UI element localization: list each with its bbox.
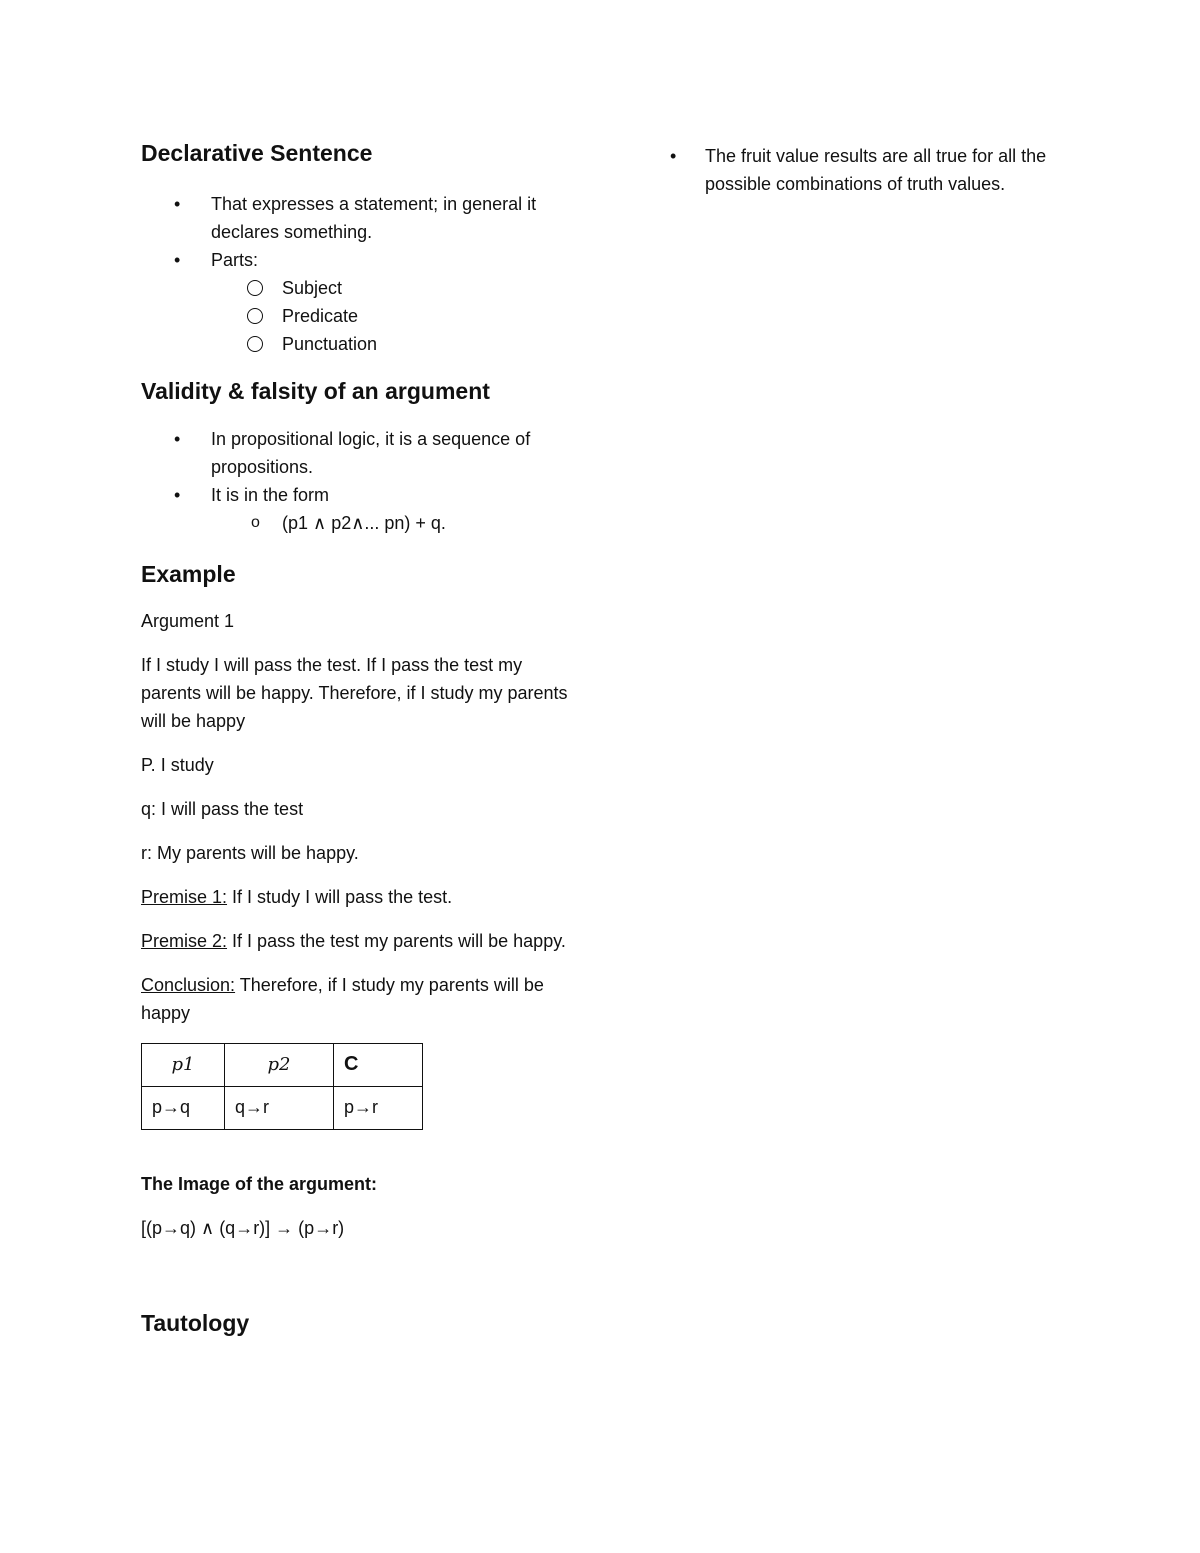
premise-2-text: If I pass the test my parents will be happy. — [232, 930, 566, 951]
bullet-statement: • That expresses a statement; in general it declares something. — [141, 190, 581, 246]
table-row — [142, 1086, 423, 1129]
heading-example: Example — [141, 561, 236, 588]
form-formula: o (p1 ∧ p2∧... pn) + q. — [211, 509, 581, 537]
parts-list — [211, 274, 581, 358]
declarative-bullets — [141, 190, 581, 358]
part-predicate: Predicate — [211, 302, 581, 330]
premise-1 — [141, 883, 581, 911]
bullet-parts — [141, 246, 581, 358]
form-list — [211, 509, 581, 537]
part-subject: Subject — [211, 274, 581, 302]
argument-label: Argument 1 — [141, 610, 235, 631]
validity-bullets — [141, 425, 581, 537]
part-punctuation: Punctuation — [211, 330, 581, 358]
table-header-c: C — [334, 1043, 423, 1086]
table-header-p2: p2 — [225, 1043, 334, 1086]
image-label: The Image of the argument: — [141, 1173, 378, 1194]
conclusion-text: Therefore, if I study my parents will be happy — [141, 974, 544, 1023]
heading-declarative-sentence: Declarative Sentence — [141, 140, 373, 166]
parts-label: Parts: — [211, 249, 259, 270]
table-header-p1: p1 — [142, 1043, 225, 1086]
form-label: It is in the form — [211, 485, 330, 506]
table-cell-p2: q→r — [225, 1086, 334, 1129]
premise-2-label: Premise 2: — [141, 930, 228, 951]
heading-validity: Validity & falsity of an argument — [141, 377, 490, 404]
premise-2 — [141, 927, 581, 955]
q-definition: q: I will pass the test — [141, 798, 304, 819]
conclusion — [141, 971, 581, 1027]
p-definition: P. I study — [141, 754, 214, 775]
argument-text: If I study I will pass the test. If I pass the test my parents will be happy. Therefore, if I study my parents will be happy — [141, 654, 568, 731]
right-bullets — [670, 142, 1060, 198]
argument-table — [141, 1043, 423, 1130]
bullet-form — [141, 481, 581, 537]
image-formula: [(p→q) ∧ (q→r)] → (p→r) — [141, 1217, 345, 1238]
bullet-fruit-value: • The fruit value results are all true for all the possible combinations of truth values. — [670, 142, 1060, 198]
conclusion-label: Conclusion: — [141, 974, 236, 995]
table-cell-p1: p→q — [142, 1086, 225, 1129]
r-definition: r: My parents will be happy. — [141, 842, 359, 863]
right-column — [670, 142, 1060, 198]
premise-1-label: Premise 1: — [141, 886, 228, 907]
table-cell-c: p→r — [334, 1086, 423, 1129]
table-header-row — [142, 1043, 423, 1086]
heading-tautology: Tautology — [141, 1309, 250, 1336]
premise-1-text: If I study I will pass the test. — [232, 886, 453, 907]
bullet-sequence: • In propositional logic, it is a sequence of propositions. — [141, 425, 581, 481]
left-column — [141, 140, 581, 1337]
